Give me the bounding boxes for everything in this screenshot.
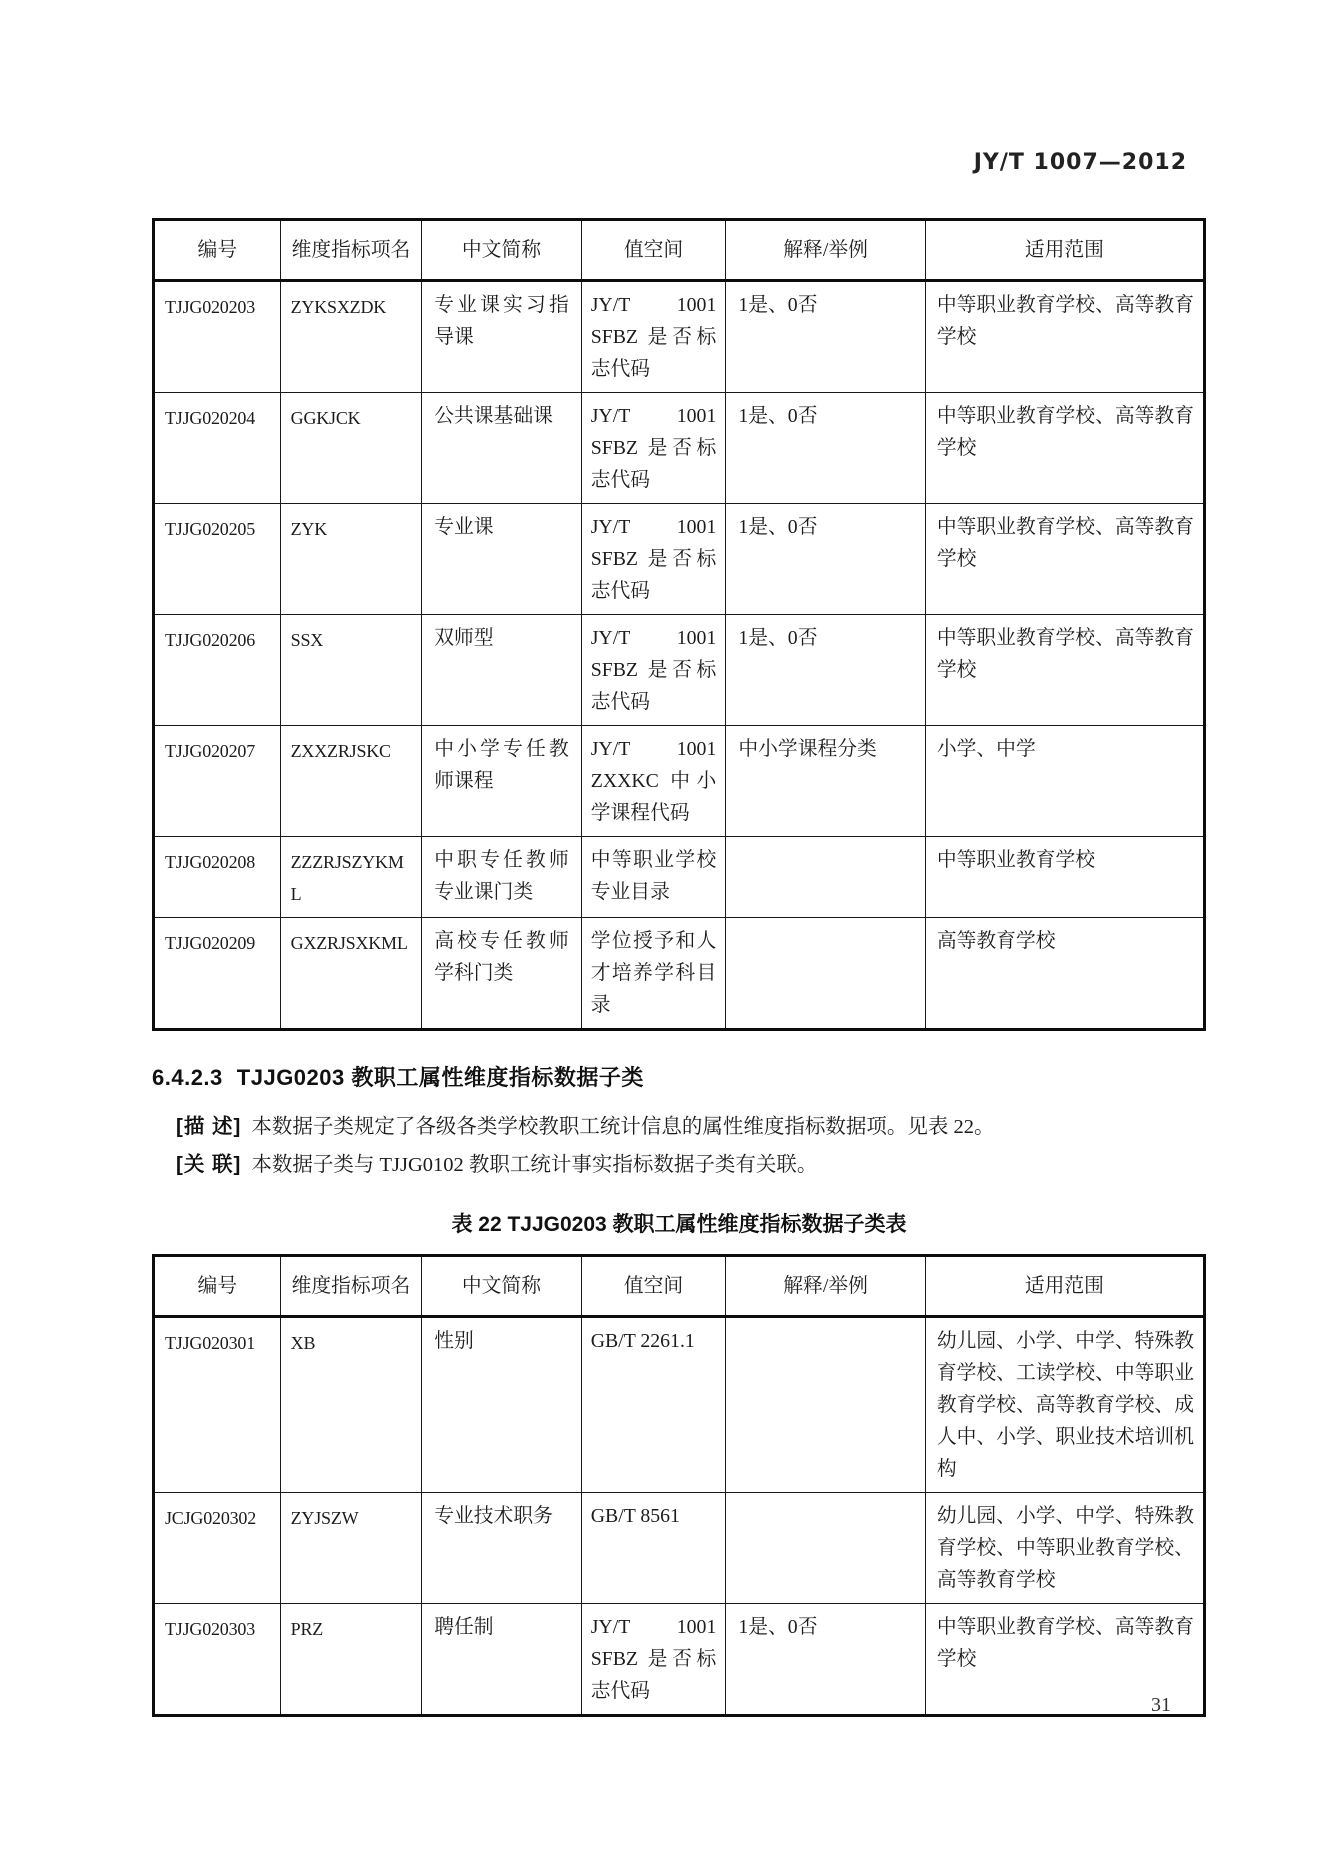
table-cell: JY/T 1001 SFBZ 是否标志代码 <box>581 281 726 393</box>
table-cell: GB/T 2261.1 <box>581 1317 726 1493</box>
table-cell: 性别 <box>422 1317 582 1493</box>
table-cell <box>726 1493 925 1604</box>
table-row <box>154 837 1205 918</box>
column-header: 中文简称 <box>422 1256 582 1317</box>
description-text: 本数据子类规定了各级各类学校教职工统计信息的属性维度指标数据项。见表 22。 <box>251 1116 995 1138</box>
table-row <box>154 615 1205 726</box>
table-cell: GGKJCK <box>280 393 422 504</box>
table-cell: XB <box>280 1317 422 1493</box>
table-cell: 1是、0否 <box>726 504 925 615</box>
column-header: 编号 <box>154 220 281 281</box>
table-cell: JY/T 1001 ZXXKC 中小学课程代码 <box>581 726 726 837</box>
table-cell: JY/T 1001 SFBZ 是否标志代码 <box>581 393 726 504</box>
description-paragraph <box>152 1108 1206 1146</box>
column-header: 编号 <box>154 1256 281 1317</box>
table-cell: 中等职业学校专业目录 <box>581 837 726 918</box>
table-22-staff-attribute-dimension <box>152 1254 1206 1717</box>
table-cell: 专业技术职务 <box>422 1493 582 1604</box>
dimension-indicator-table-continued <box>152 218 1206 1031</box>
table-cell: 学位授予和人才培养学科目录 <box>581 918 726 1030</box>
table-cell: 中等职业教育学校、高等教育学校 <box>925 393 1204 504</box>
table-cell: ZXXZRJSKC <box>280 726 422 837</box>
table-row <box>154 504 1205 615</box>
page-content <box>152 218 1206 1717</box>
relation-label: [关 联] <box>176 1153 242 1176</box>
table-cell: 公共课基础课 <box>422 393 582 504</box>
table-row <box>154 1317 1205 1493</box>
table-cell: TJJG020208 <box>154 837 281 918</box>
description-label: [描 述] <box>176 1115 242 1138</box>
column-header: 适用范围 <box>925 220 1204 281</box>
table-cell: 中等职业教育学校 <box>925 837 1204 918</box>
table-cell: 高等教育学校 <box>925 918 1204 1030</box>
column-header: 适用范围 <box>925 1256 1204 1317</box>
table-cell: TJJG020303 <box>154 1604 281 1716</box>
table-row <box>154 1604 1205 1716</box>
relation-paragraph <box>152 1146 1206 1184</box>
table-cell: 中小学专任教师课程 <box>422 726 582 837</box>
table-row <box>154 918 1205 1030</box>
table-cell: 1是、0否 <box>726 281 925 393</box>
table-cell: 专业课实习指导课 <box>422 281 582 393</box>
table-22-caption: 表 22 TJJG0203 教职工属性维度指标数据子类表 <box>451 1213 907 1236</box>
header-row <box>154 220 1205 281</box>
table-cell: 中等职业教育学校、高等教育学校 <box>925 504 1204 615</box>
table-cell: SSX <box>280 615 422 726</box>
section-number: 6.4.2.3 <box>152 1065 223 1090</box>
table-cell: JCJG020302 <box>154 1493 281 1604</box>
table-cell <box>726 918 925 1030</box>
column-header: 维度指标项名 <box>280 220 422 281</box>
table-cell: 小学、中学 <box>925 726 1204 837</box>
section-heading <box>152 1061 1206 1092</box>
table-cell: 中职专任教师专业课门类 <box>422 837 582 918</box>
table-cell: 中等职业教育学校、高等教育学校 <box>925 1604 1204 1716</box>
table-cell: 1是、0否 <box>726 1604 925 1716</box>
table-cell: ZYJSZW <box>280 1493 422 1604</box>
table-cell: TJJG020204 <box>154 393 281 504</box>
table-cell <box>726 1317 925 1493</box>
section-title: TJJG0203 教职工属性维度指标数据子类 <box>236 1065 644 1090</box>
relation-text: 本数据子类与 TJJG0102 教职工统计事实指标数据子类有关联。 <box>251 1154 818 1176</box>
table-cell: JY/T 1001 SFBZ 是否标志代码 <box>581 504 726 615</box>
page-number: 31 <box>1151 1694 1171 1716</box>
column-header: 值空间 <box>581 1256 726 1317</box>
table-cell: 幼儿园、小学、中学、特殊教育学校、中等职业教育学校、高等教育学校 <box>925 1493 1204 1604</box>
table-cell: JY/T 1001 SFBZ 是否标志代码 <box>581 1604 726 1716</box>
table-row <box>154 726 1205 837</box>
table-cell: 高校专任教师学科门类 <box>422 918 582 1030</box>
table-cell: TJJG020206 <box>154 615 281 726</box>
table-cell <box>726 837 925 918</box>
table-cell: ZZZRJSZYKML <box>280 837 422 918</box>
table-cell: TJJG020203 <box>154 281 281 393</box>
table-cell: 1是、0否 <box>726 393 925 504</box>
table-cell: JY/T 1001 SFBZ 是否标志代码 <box>581 615 726 726</box>
table-cell: GB/T 8561 <box>581 1493 726 1604</box>
table-cell: 幼儿园、小学、中学、特殊教育学校、工读学校、中等职业教育学校、高等教育学校、成人中、小学、职业技术培训机构 <box>925 1317 1204 1493</box>
table-cell: PRZ <box>280 1604 422 1716</box>
table-row <box>154 393 1205 504</box>
table-cell: TJJG020301 <box>154 1317 281 1493</box>
table-cell: 1是、0否 <box>726 615 925 726</box>
column-header: 值空间 <box>581 220 726 281</box>
column-header: 维度指标项名 <box>280 1256 422 1317</box>
table-row <box>154 1493 1205 1604</box>
table-cell: ZYKSXZDK <box>280 281 422 393</box>
table-cell: GXZRJSXKML <box>280 918 422 1030</box>
column-header: 解释/举例 <box>726 1256 925 1317</box>
table-cell: 专业课 <box>422 504 582 615</box>
table-cell: ZYK <box>280 504 422 615</box>
table-cell: 中小学课程分类 <box>726 726 925 837</box>
table-cell: TJJG020207 <box>154 726 281 837</box>
table-cell: 中等职业教育学校、高等教育学校 <box>925 281 1204 393</box>
header-row <box>154 1256 1205 1317</box>
table-cell: TJJG020209 <box>154 918 281 1030</box>
table-row <box>154 281 1205 393</box>
column-header: 中文简称 <box>422 220 582 281</box>
table-cell: 中等职业教育学校、高等教育学校 <box>925 615 1204 726</box>
table-cell: TJJG020205 <box>154 504 281 615</box>
table-cell: 双师型 <box>422 615 582 726</box>
standard-code-header: JY/T 1007—2012 <box>973 150 1187 175</box>
table-cell: 聘任制 <box>422 1604 582 1716</box>
column-header: 解释/举例 <box>726 220 925 281</box>
